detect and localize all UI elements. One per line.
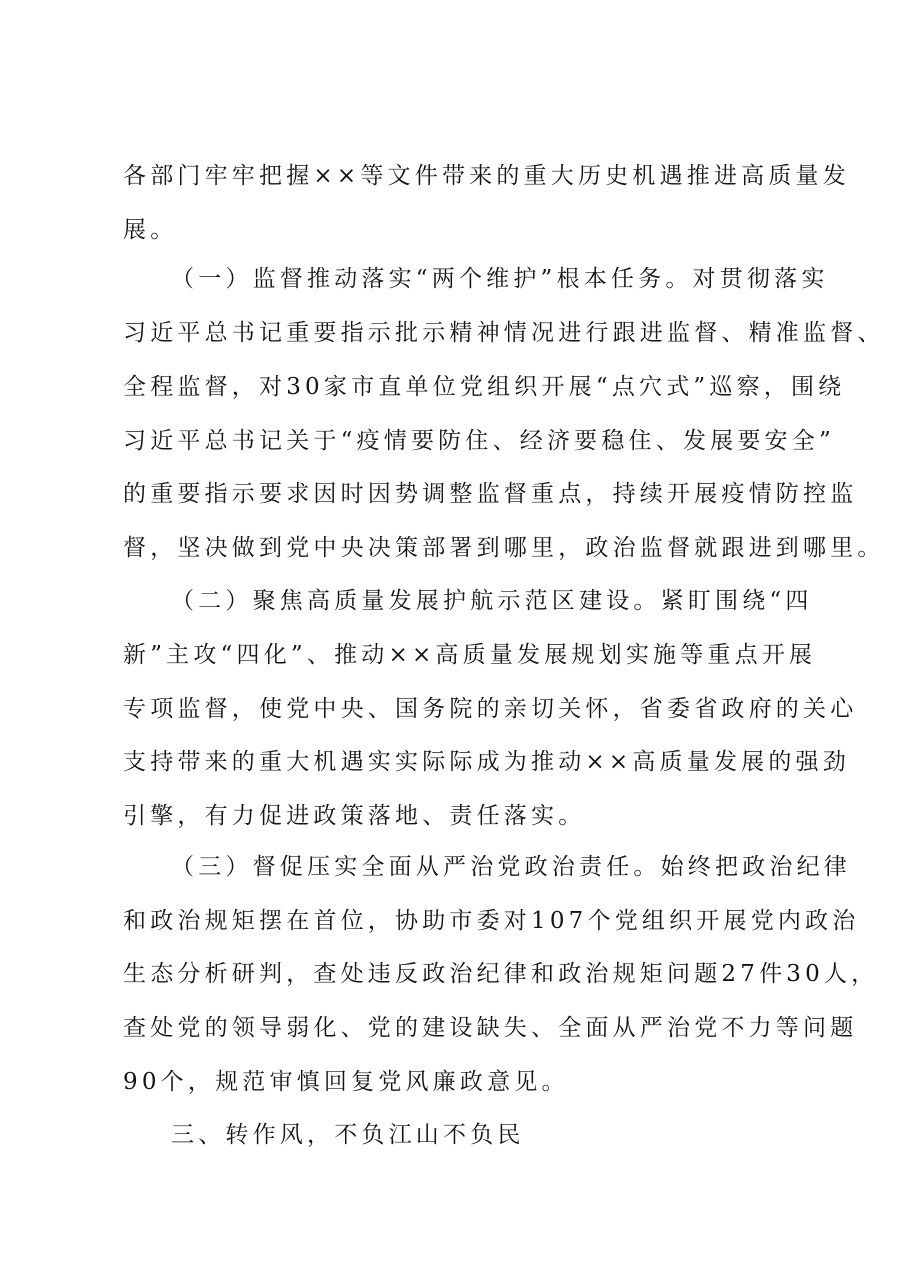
body-text-line: 新”主攻“四化”、推动××高质量发展规划实施等重点开展 [123,642,817,668]
body-text-line: 全程监督，对30家市直单位党组织开展“点穴式”巡察，围绕 [123,374,846,400]
body-text-line: 生态分析研判，查处违反政治纪律和政治规矩问题27件30人， [123,961,879,987]
section-paragraph-1-line: （一）监督推动落实“两个维护”根本任务。对贯彻落实 [171,266,829,292]
body-text-line: 90个，规范审慎回复党风廉政意见。 [123,1069,569,1095]
section-paragraph-3-line: （三）督促压实全面从严治党政治责任。始终把政治纪律 [171,854,851,880]
body-text-line: 各部门牢牢把握××等文件带来的重大历史机遇推进高质量发 [123,163,850,189]
section-heading: 三、转作风，不负江山不负民 [171,1122,525,1148]
body-text-line: 习近平总书记关于“疫情要防住、经济要稳住、发展要安全” [123,428,835,454]
body-text-line: 引擎，有力促进政策落地、责任落实。 [123,803,586,829]
body-text-line: 习近平总书记重要指示批示精神情况进行跟进监督、精准监督、 [123,320,885,346]
body-text-line: 支持带来的重大机遇实实际际成为推动××高质量发展的强劲 [123,749,850,775]
section-paragraph-2-line: （二）聚焦高质量发展护航示范区建设。紧盯围绕“四 [171,588,813,614]
body-text-line: 和政治规矩摆在首位，协助市委对107个党组织开展党内政治 [123,908,860,934]
body-text-line: 查处党的领导弱化、党的建设缺失、全面从严治党不力等问题 [123,1015,858,1041]
body-text-line: 的重要指示要求因时因势调整监督重点，持续开展疫情防控监 [123,481,858,507]
body-text-line: 督，坚决做到党中央决策部署到哪里，政治监督就跟进到哪里。 [123,535,885,561]
body-text-line: 展。 [123,217,178,243]
body-text-line: 专项监督，使党中央、国务院的亲切关怀，省委省政府的关心 [123,696,858,722]
